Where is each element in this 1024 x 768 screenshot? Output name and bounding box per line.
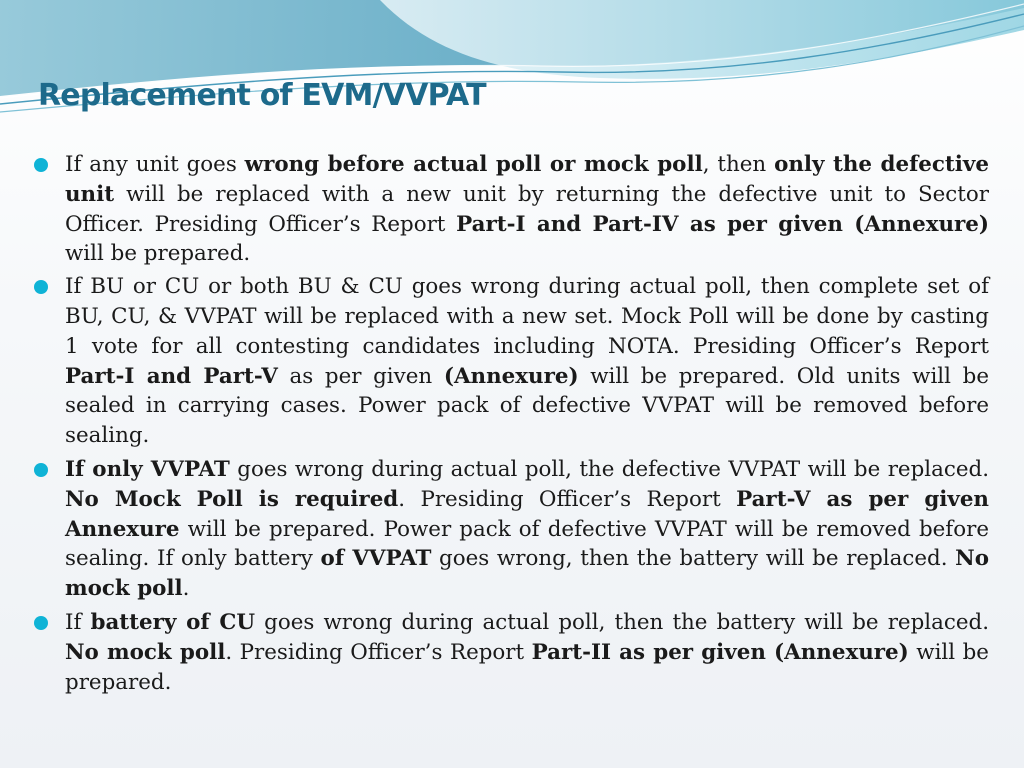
bullet-dot-icon [34,463,48,477]
bullet-dot-icon [34,158,48,172]
bullet-text [65,610,989,695]
bullet-item [0,150,989,269]
text-segment: . Presiding Officer’s Report [225,639,532,665]
text-segment: If any unit goes [65,152,245,177]
bullet-dot-icon [34,616,48,630]
text-segment: will be prepared. Power pack of defective VVPAT will be removed before sealing. If only battery [65,516,989,572]
text-segment-bold: wrong before actual poll or mock poll [244,152,703,177]
text-segment-bold: No mock poll [65,546,989,602]
text-segment: will be prepared. [65,241,251,267]
text-segment-bold: No mock poll [65,639,226,665]
text-segment-bold: Part-V as per given Annexure [65,486,989,542]
text-segment: will be replaced with a new unit by returning the defective unit to Sector Officer. Presiding Officer’s Report [65,181,989,237]
text-segment-bold: (Annexure) [443,363,579,389]
bullet-item [0,608,989,697]
text-segment: goes wrong, then the battery will be replaced. [431,546,956,572]
text-segment-bold: Part-I and Part-V [65,363,278,389]
text-segment: will be prepared. [65,639,989,695]
text-segment: as per given [277,363,444,389]
bullet-text [65,457,989,601]
text-segment: goes wrong during actual poll, the defective VVPAT will be replaced. [229,456,989,482]
bullet-text [65,274,989,448]
text-segment: If [65,609,91,635]
bullet-dot-icon [34,280,48,294]
bullet-item [0,455,989,604]
text-segment-bold: Part-II as per given (Annexure) [531,639,909,665]
text-segment: . [182,576,190,602]
bullet-item [0,272,989,451]
bullet-text [65,152,989,266]
text-segment-bold: If only VVPAT [65,456,230,482]
text-segment: will be prepared. Old units will be sealed in carrying cases. Power pack of defective VVPAT will be removed before sealing. [65,363,989,449]
text-segment-bold: No Mock Poll is required [65,486,399,512]
text-segment: If BU or CU or both BU & CU goes wrong during actual poll, then complete set of BU, CU, & VVPAT will be replaced with a new set. Mock Poll will be done by casting 1 vote for all contesting candidates including NOTA. Presiding Officer’s Report [65,274,989,359]
wave-band-light [380,0,1024,79]
text-segment-bold: battery of CU [90,609,256,635]
text-segment-bold: only the defective unit [65,152,989,207]
bullet-list [0,150,1024,701]
text-segment-bold: Part-I and Part-IV as per given (Annexure) [456,211,989,237]
text-segment: . Presiding Officer’s Report [398,486,737,512]
text-segment-bold: of VVPAT [320,546,432,572]
slide-title: Replacement of EVM/VVPAT [38,78,486,113]
text-segment: , then [702,152,775,177]
text-segment: goes wrong during actual poll, then the battery will be replaced. [255,609,989,635]
